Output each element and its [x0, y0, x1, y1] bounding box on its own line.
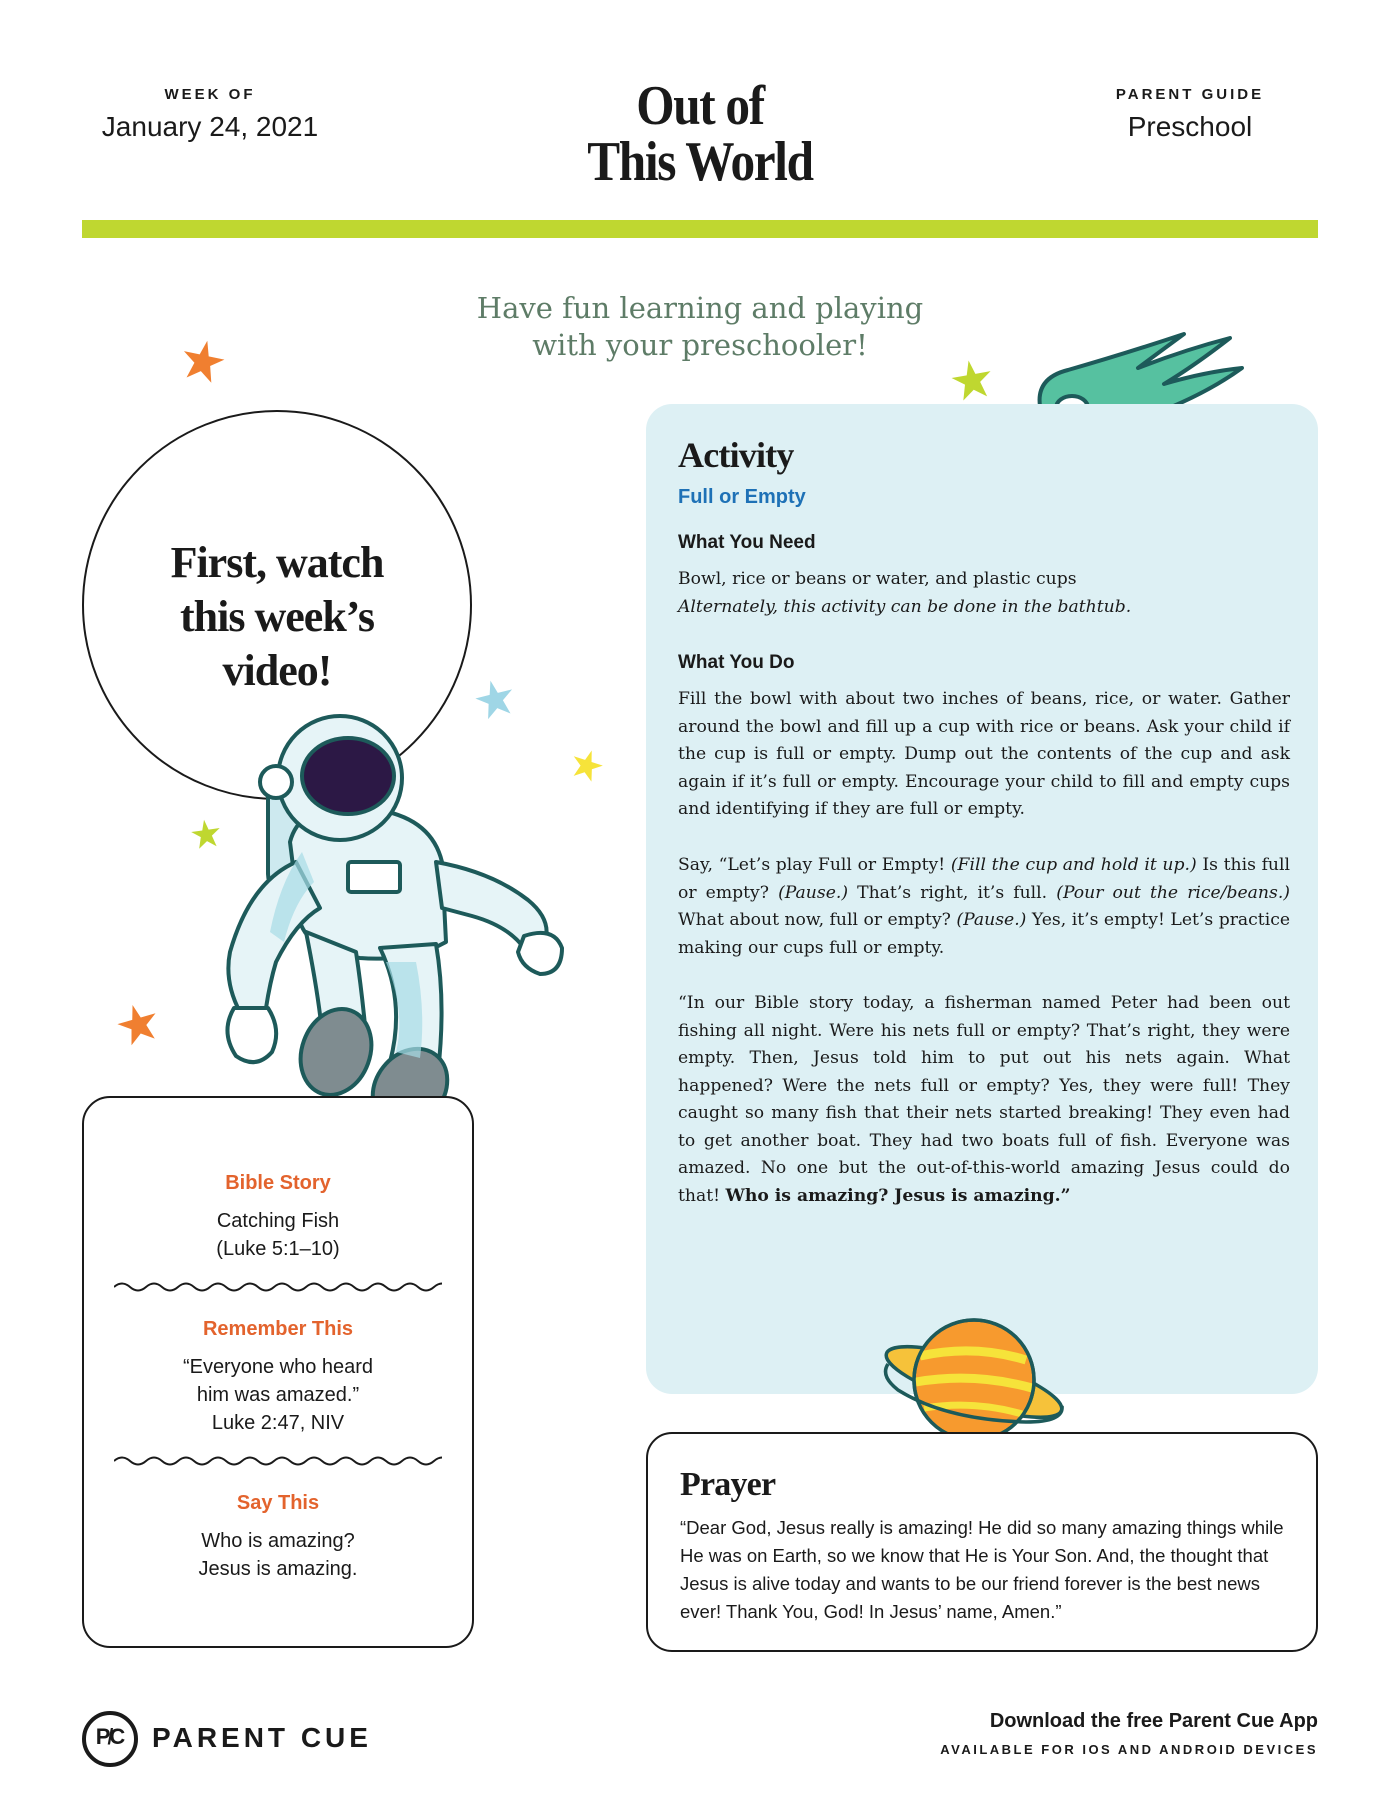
planet-icon [876, 1310, 1072, 1450]
activity-paragraph-1: Fill the bowl with about two inches of beans, rice, or water. Gather around the bowl and fill up a cup with rice or beans. Ask your child if the cup is full or empty. Dump out the contents of the cup and ask again if it’s full or empty. Encourage your child to fill and empty cups and identifying if they are full or empty. [678, 689, 1290, 819]
p2-text: Say, “Let’s play Full or Empty! [678, 855, 951, 875]
parent-guide-value: Preschool [1127, 111, 1253, 142]
prayer-title: Prayer [680, 1466, 776, 1503]
p2-text: What about now, full or empty? [678, 910, 957, 930]
page-title [524, 75, 876, 193]
week-of-label: WEEK OF [164, 86, 256, 103]
download-app-title: Download the free Parent Cue App [989, 1710, 1318, 1732]
p2-text: That’s right, it’s full. [848, 882, 1057, 903]
say-this-line-1: Who is amazing? [201, 1530, 355, 1552]
remember-this-line-1: “Everyone who heard [182, 1356, 374, 1378]
title-line-1: Out of [636, 75, 764, 137]
watch-line-1: First, watch [170, 538, 384, 587]
subtitle-line-1: Have fun learning and playing [476, 291, 924, 325]
prayer-text: “Dear God, Jesus really is amazing! He did so many amazing things while He was on Earth, so we know that He is Your Son. And, the thought that Jesus is alive today and wants to be our friend forever is the best news ever! Thank You, God! In Jesus’ name, Amen.” [680, 1517, 1284, 1622]
wavy-divider [114, 1280, 442, 1294]
p2-text: Yes, it’s empty! Let’s practice making our cups full or empty. [678, 910, 1290, 958]
p2-direction: (Pour out the rice/beans.) [1056, 882, 1290, 903]
star-icon [950, 358, 994, 402]
subtitle-line-2: with your preschooler! [532, 328, 868, 362]
remember-this-reference: Luke 2:47, NIV [211, 1412, 345, 1434]
remember-this-line-2: him was amazed.” [196, 1384, 360, 1406]
subtitle [420, 290, 980, 364]
p3-key-phrase: Who is amazing? Jesus is amazing.” [725, 1185, 1071, 1206]
star-icon [180, 338, 226, 384]
what-you-do-heading: What You Do [678, 652, 795, 673]
activity-paragraph-2 [678, 852, 1290, 962]
watch-line-2: this week’s [180, 592, 374, 641]
activity-subtitle: Full or Empty [678, 486, 806, 508]
p2-direction: (Fill the cup and hold it up.) [950, 855, 1197, 875]
bible-story-reference: (Luke 5:1–10) [216, 1238, 340, 1260]
say-this-line-2: Jesus is amazing. [198, 1558, 358, 1580]
alternate-text: Alternately, this activity can be done in the bathtub. [678, 596, 1132, 617]
download-app-subtitle: AVAILABLE FOR IOS AND ANDROID DEVICES [940, 1742, 1318, 1757]
remember-this-heading: Remember This [202, 1318, 354, 1340]
remember-this-section [82, 1318, 474, 1437]
parent-guide-block [1080, 86, 1300, 143]
week-of-date: January 24, 2021 [101, 111, 319, 142]
week-of-block [100, 86, 320, 143]
bible-story-title: Catching Fish [216, 1210, 340, 1232]
parent-cue-logo-mark: P̸C [95, 1724, 125, 1749]
bible-story-heading: Bible Story [225, 1172, 331, 1194]
p3-text: “In our Bible story today, a fisherman named Peter had been out fishing all night. Were his nets full or empty? That’s right, they were empty. Then, Jesus told him to put out his nets again. What happened? Were the nets full or empty? Yes, they were full! They caught so many fish that their nets started breaking! They even had to get another boat. They had two boats full of fish. Everyone was amazed. No one but the out-of-this-world amazing Jesus could do that! [678, 993, 1290, 1206]
say-this-section [82, 1492, 474, 1583]
say-this-heading: Say This [236, 1492, 320, 1514]
activity-paragraph-3 [678, 990, 1290, 1210]
p2-direction: (Pause.) [956, 910, 1027, 930]
title-line-2: This World [587, 131, 813, 193]
what-you-need-heading: What You Need [678, 532, 816, 553]
p2-text: Is this full or empty? [678, 855, 1290, 903]
activity-title: Activity [678, 435, 794, 475]
star-icon [116, 1002, 160, 1046]
parent-cue-logo-text: PARENT CUE [152, 1722, 372, 1753]
star-icon [570, 748, 604, 782]
what-you-need-text [678, 566, 1290, 621]
p2-direction: (Pause.) [778, 882, 849, 903]
header-divider [82, 220, 1318, 238]
bible-story-section [82, 1172, 474, 1263]
parent-guide-label: PARENT GUIDE [1115, 86, 1265, 103]
astronaut-icon [210, 712, 570, 1122]
watch-video-text [82, 536, 472, 698]
wavy-divider [114, 1454, 442, 1468]
watch-line-3: video! [222, 646, 332, 695]
materials-text: Bowl, rice or beans or water, and plastic cups [678, 569, 1077, 589]
